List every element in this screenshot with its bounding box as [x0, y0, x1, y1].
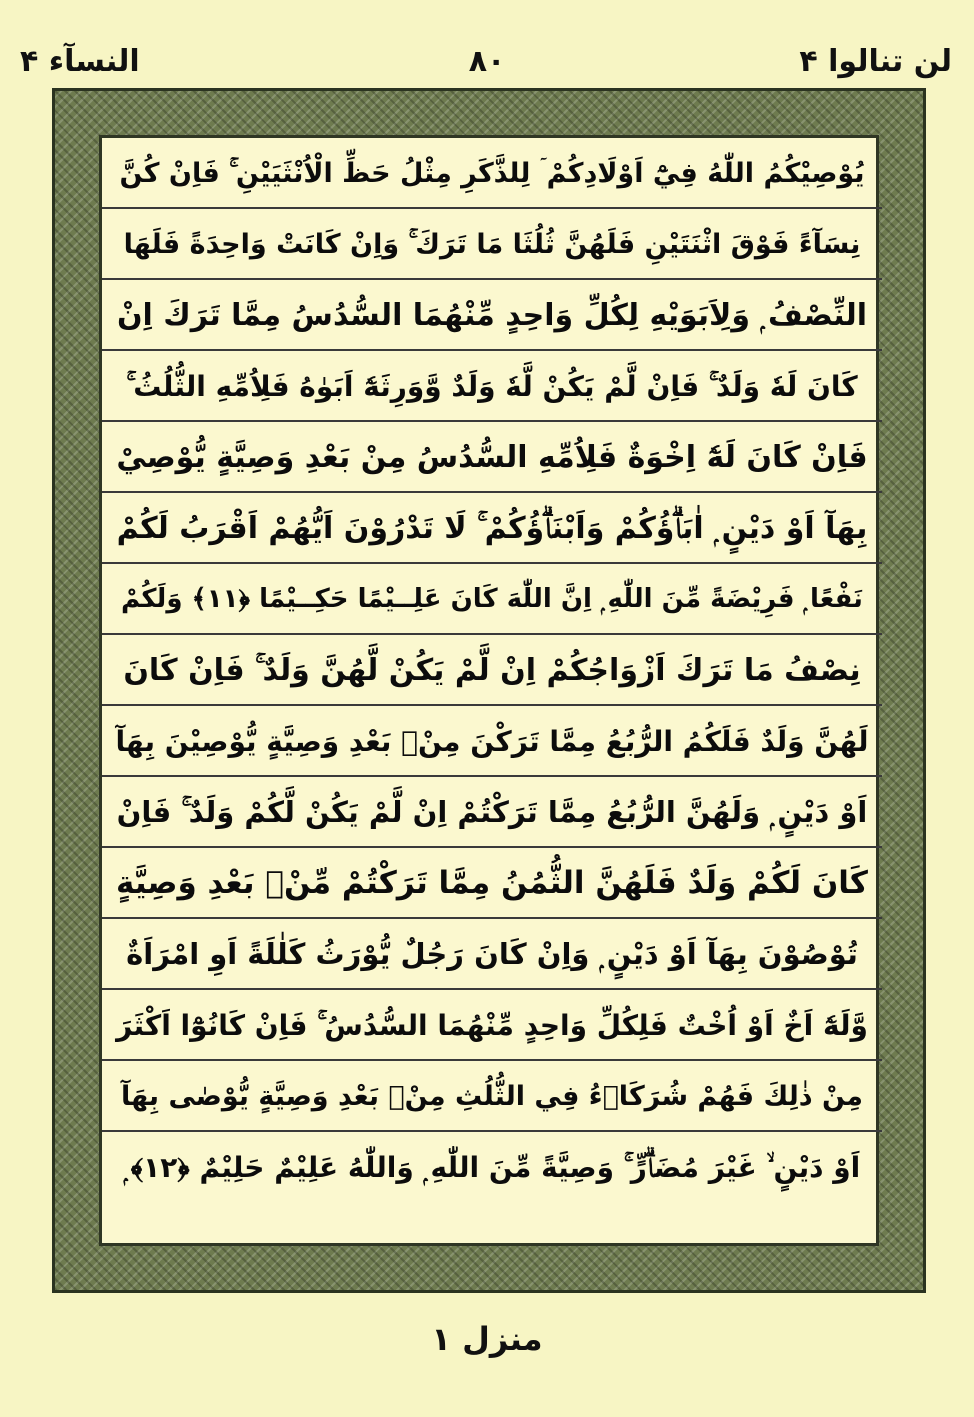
ornamental-border — [52, 88, 926, 1293]
verse-line-8: نِصْفُ مَا تَرَكَ اَزْوَاجُكُمْ اِنْ لَّمْ يَكُنْ لَّهُنَّ وَلَدٌ ۚ فَاِنْ كَانَ — [102, 635, 882, 706]
juz-name: لن تنالوا ۴ — [799, 44, 952, 79]
verse-line-3: النِّصْفُ ۭ وَلِاَبَوَيْهِ لِكُلِّ وَاحِدٍ مِّنْهُمَا السُّدُسُ مِمَّا تَرَكَ اِنْ — [102, 280, 882, 351]
page-number: ۸۰ — [468, 44, 506, 79]
verse-line-2: نِسَآءً فَوْقَ اثْنَتَيْنِ فَلَهُنَّ ثُلُثَا مَا تَرَكَ ۚ وَاِنْ كَانَتْ وَاحِدَةً فَلَهَا — [102, 209, 882, 280]
surah-name: النسآء ۴ — [20, 44, 140, 79]
page-header — [0, 44, 974, 94]
verse-line-12: تُوْصُوْنَ بِهَآ اَوْ دَيْنٍ ۭ وَاِنْ كَانَ رَجُلٌ يُّوْرَثُ كَلٰلَةً اَوِ امْرَاَةٌ — [102, 919, 882, 990]
verse-line-6: بِهَآ اَوْ دَيْنٍ ۭ اٰبَاۗؤُكُمْ وَاَبْنَاۗؤُكُمْ ۚ لَا تَدْرُوْنَ اَيُّھُمْ اَقْرَبُ لَكُمْ — [102, 493, 882, 564]
verse-line-1: يُوْصِيْكُمُ اللّٰهُ فِيْٓ اَوْلَادِكُمْ ۤ لِلذَّكَرِ مِثْلُ حَظِّ الْاُنْثَيَيْنِ ۚ فَاِنْ كُنَّ — [102, 138, 882, 209]
verse-line-9: لَهُنَّ وَلَدٌ فَلَكُمُ الرُّبُعُ مِمَّا تَرَكْنَ مِنْۢ بَعْدِ وَصِيَّةٍ يُّوْصِيْنَ بِهَآ — [102, 706, 882, 777]
verse-line-15: اَوْ دَيْنٍ ۙ غَيْرَ مُضَاۗرٍّ ۚ وَصِيَّةً مِّنَ اللّٰهِ ۭ وَاللّٰهُ عَلِيْمٌ حَلِيْمٌ ﴿١٢﴾ ۭ — [123, 1151, 861, 1184]
manzil-label: منزل ۱ — [431, 1320, 543, 1358]
text-panel — [99, 135, 879, 1246]
verse-line-7: نَفْعًا ۭ فَرِيْضَةً مِّنَ اللّٰهِ ۭ اِنَّ اللّٰهَ كَانَ عَلِــيْمًا حَكِــيْمًا ﴿١١﴾ وَلَكُمْ — [102, 564, 882, 635]
verse-line-4: كَانَ لَهٗ وَلَدٌ ۚ فَاِنْ لَّمْ يَكُنْ لَّهٗ وَلَدٌ وَّوَرِثَهٗٓ اَبَوٰهُ فَلِاُمِّهِ الثُّلُثُ ۚ — [102, 351, 882, 422]
verse-line-11: كَانَ لَكُمْ وَلَدٌ فَلَهُنَّ الثُّمُنُ مِمَّا تَرَكْتُمْ مِّنْۢ بَعْدِ وَصِيَّةٍ — [102, 848, 882, 919]
verse-line-14: مِنْ ذٰلِكَ فَھُمْ شُرَكَاۗءُ فِي الثُّلُثِ مِنْۢ بَعْدِ وَصِيَّةٍ يُّوْصٰى بِهَآ — [102, 1061, 882, 1132]
verse-line-13: وَّلَهٗٓ اَخٌ اَوْ اُخْتٌ فَلِكُلِّ وَاحِدٍ مِّنْهُمَا السُّدُسُ ۚ فَاِنْ كَانُوْٓا اَكْثَرَ — [102, 990, 882, 1061]
verse-line-5: فَاِنْ كَانَ لَهٗٓ اِخْوَةٌ فَلِاُمِّهِ السُّدُسُ مِنْ بَعْدِ وَصِيَّةٍ يُّوْصِيْ — [102, 422, 882, 493]
verse-line-10: اَوْ دَيْنٍ ۭ وَلَهُنَّ الرُّبُعُ مِمَّا تَرَكْتُمْ اِنْ لَّمْ يَكُنْ لَّكُمْ وَلَدٌ ۚ فَاِنْ — [102, 777, 882, 848]
